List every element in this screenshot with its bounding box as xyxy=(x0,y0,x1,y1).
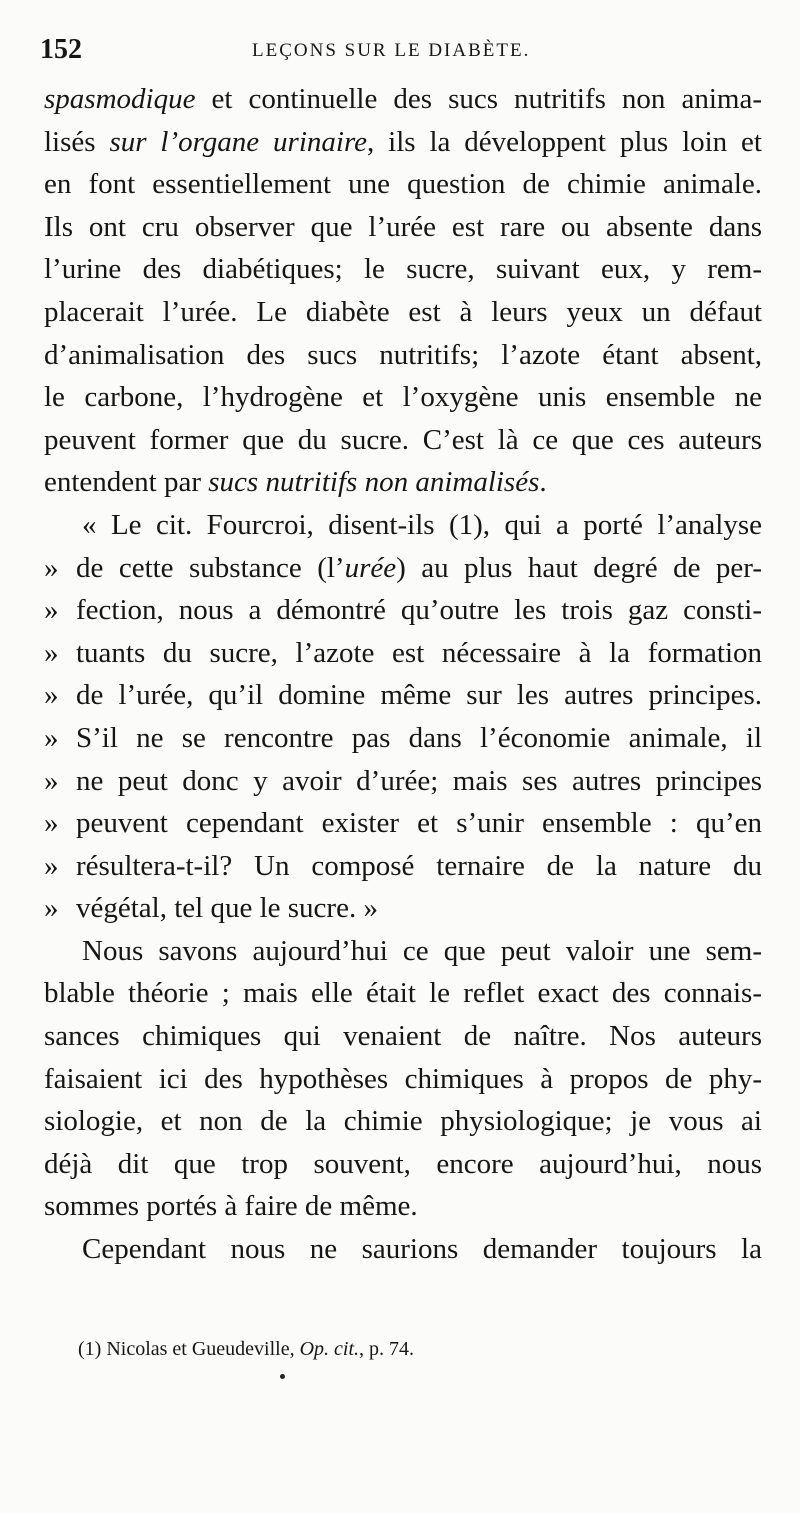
text-line: en font essentiellement une question de chimie animale. xyxy=(44,168,762,201)
quote-line: » S’il ne se rencontre pas dans l’économie animale, il xyxy=(44,717,762,760)
footnote: (1) Nicolas et Gueudeville, Op. cit., p. 74. xyxy=(78,1338,415,1360)
quote-line: » de l’urée, qu’il domine même sur les autres principes. xyxy=(44,674,762,717)
text-line: entendent par sucs nutritifs non animalisés. xyxy=(44,466,547,499)
italic-text: urée xyxy=(344,551,397,584)
quote-line: » résultera-t-il? Un composé ternaire de la nature du xyxy=(44,845,762,888)
quote-marker: » xyxy=(44,807,59,840)
text-line: Cependant nous ne saurions demander toujours la xyxy=(82,1233,762,1266)
italic-text: spasmodique xyxy=(44,83,196,115)
italic-text: sur l’organe urinaire xyxy=(109,125,368,158)
quote-line: » végétal, tel que le sucre. » xyxy=(44,887,762,930)
quote-marker: » xyxy=(44,849,59,882)
text-line: Nous savons aujourd’hui ce que peut valoir une sem- xyxy=(82,934,762,967)
running-head: LEÇONS SUR LE DIABÈTE. xyxy=(252,40,531,61)
printer-mark-dot xyxy=(280,1374,285,1379)
italic-text: sucs nutritifs non animalisés xyxy=(208,466,540,499)
page-header xyxy=(40,34,765,74)
italic-text: Op. cit. xyxy=(299,1338,360,1360)
quote-line: » de cette substance (l’urée) au plus haut degré de per- xyxy=(44,547,762,590)
text-line: d’animalisation des sucs nutritifs; l’azote étant absent, xyxy=(44,338,762,371)
text-line: blable théorie ; mais elle était le reflet exact des connais- xyxy=(44,977,762,1010)
quote-marker: » xyxy=(44,764,59,797)
quote-line: » peuvent cependant exister et s’unir ensemble : qu’en xyxy=(44,802,762,845)
text-line: le carbone, l’hydrogène et l’oxygène unis ensemble ne xyxy=(44,381,762,414)
quote-marker: » xyxy=(44,679,59,712)
text-line: peuvent former que du sucre. C’est là ce que ces auteurs xyxy=(44,423,762,456)
page-number: 152 xyxy=(40,34,82,65)
text-line: placerait l’urée. Le diabète est à leurs yeux un défaut xyxy=(44,295,762,328)
quote-marker: » xyxy=(44,636,59,669)
text-line: spasmodique et continuelle des sucs nutritifs non anima- xyxy=(44,83,762,115)
text-line: déjà dit que trop souvent, encore aujourd’hui, nous xyxy=(44,1147,762,1180)
quote-line: « Le cit. Fourcroi, disent-ils (1), qui a porté l’analyse xyxy=(82,508,762,541)
text-line: siologie, et non de la chimie physiologique; je vous ai xyxy=(44,1105,762,1138)
text-line: l’urine des diabétiques; le sucre, suivant eux, y rem- xyxy=(44,253,762,286)
quote-marker: » xyxy=(44,551,59,584)
body-text xyxy=(44,78,762,1271)
quote-marker: » xyxy=(44,721,59,754)
quote-line: » ne peut donc y avoir d’urée; mais ses autres principes xyxy=(44,760,762,803)
quote-line: » tuants du sucre, l’azote est nécessaire à la formation xyxy=(44,632,762,675)
quote-line: » fection, nous a démontré qu’outre les trois gaz consti- xyxy=(44,589,762,632)
text-line: faisaient ici des hypothèses chimiques à propos de phy- xyxy=(44,1062,762,1095)
quote-marker: » xyxy=(44,892,59,925)
text-line: sommes portés à faire de même. xyxy=(44,1190,418,1223)
text-line: lisés sur l’organe urinaire, ils la développent plus loin et xyxy=(44,125,762,158)
text-line: Ils ont cru observer que l’urée est rare ou absente dans xyxy=(44,210,762,243)
text-line: sances chimiques qui venaient de naître. Nos auteurs xyxy=(44,1020,762,1053)
quote-marker: » xyxy=(44,594,59,627)
